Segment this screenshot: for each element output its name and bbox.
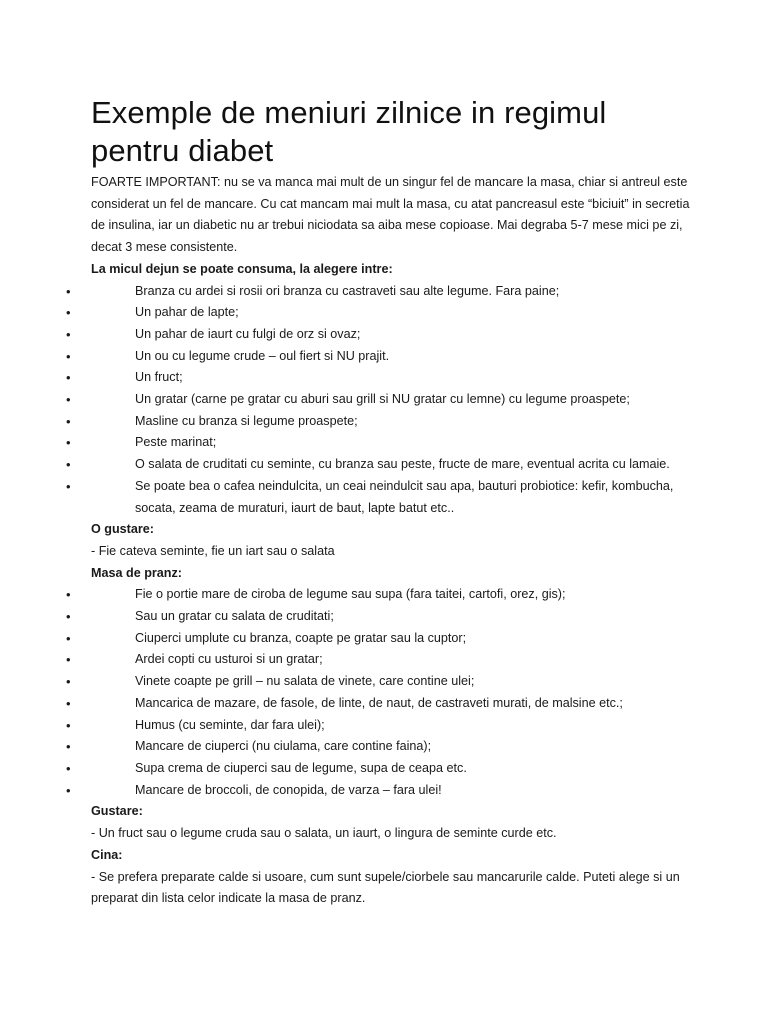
- snack-text: - Fie cateva seminte, fie un iart sau o salata: [91, 543, 335, 558]
- list-item-text: Un pahar de lapte;: [135, 305, 239, 320]
- bullet-icon: •: [66, 695, 71, 711]
- list-item: [66, 628, 691, 650]
- lunch-list: [66, 584, 691, 801]
- list-item: [66, 411, 691, 433]
- afternoon-snack-text: - Un fruct sau o legume cruda sau o salata, un iaurt, o lingura de seminte curde etc.: [91, 826, 557, 841]
- list-item: [66, 693, 691, 715]
- list-item: [66, 780, 691, 802]
- breakfast-heading: La micul dejun se poate consuma, la alegere intre:: [91, 261, 393, 276]
- list-item-text: Un fruct;: [135, 370, 183, 385]
- intro-paragraph: FOARTE IMPORTANT: nu se va manca mai mult de un singur fel de mancare la masa, chiar si antreul este considerat un fel de mancare. Cu cat mancam mai mult la masa, cu atat pancreasul este “biciuit” in secretia de insulina, iar un diabetic nu ar trebui niciodata sa aiba mese copioase. Mai degraba 5-7 mese mici pe zi, decat 3 mese consistente.: [91, 175, 690, 255]
- list-item: [66, 758, 691, 780]
- bullet-icon: •: [66, 782, 71, 798]
- bullet-icon: •: [66, 326, 71, 342]
- list-item: [66, 606, 691, 628]
- list-item-text: Vinete coapte pe grill – nu salata de vinete, care contine ulei;: [135, 674, 475, 689]
- dinner-text: - Se prefera preparate calde si usoare, cum sunt supele/ciorbele sau mancarurile calde. Puteti alege si un preparat din lista celor indicate la masa de pranz.: [91, 869, 680, 906]
- bullet-icon: •: [66, 587, 71, 603]
- list-item: [66, 715, 691, 737]
- list-item-text: Ardei copti cu usturoi si un gratar;: [135, 652, 323, 667]
- bullet-icon: •: [66, 392, 71, 408]
- list-item-text: Un pahar de iaurt cu fulgi de orz si ovaz;: [135, 326, 361, 341]
- list-item: [66, 454, 691, 476]
- bullet-icon: •: [66, 283, 71, 299]
- bullet-icon: •: [66, 435, 71, 451]
- dinner-heading: Cina:: [91, 847, 123, 862]
- list-item: [66, 367, 691, 389]
- list-item-text: Se poate bea o cafea neindulcita, un ceai neindulcit sau apa, bauturi probiotice: kefir, kombucha, socata, zeama de muraturi, iaurt de baut, lapte batut etc..: [135, 478, 674, 515]
- list-item: [66, 302, 691, 324]
- bullet-icon: •: [66, 717, 71, 733]
- snack-heading: O gustare:: [91, 522, 154, 537]
- list-item: [66, 671, 691, 693]
- bullet-icon: •: [66, 478, 71, 494]
- list-item: [66, 432, 691, 454]
- bullet-icon: •: [66, 348, 71, 364]
- list-item: [66, 649, 691, 671]
- list-item: [66, 584, 691, 606]
- list-item-text: Fie o portie mare de ciroba de legume sau supa (fara taitei, cartofi, orez, gis);: [135, 587, 566, 602]
- bullet-icon: •: [66, 370, 71, 386]
- list-item-text: Mancare de broccoli, de conopida, de varza – fara ulei!: [135, 782, 442, 797]
- bullet-icon: •: [66, 413, 71, 429]
- bullet-icon: •: [66, 674, 71, 690]
- list-item-text: Peste marinat;: [135, 435, 217, 450]
- list-item-text: Un gratar (carne pe gratar cu aburi sau grill si NU gratar cu lemne) cu legume proaspete;: [135, 392, 630, 407]
- list-item-text: Un ou cu legume crude – oul fiert si NU prajit.: [135, 348, 390, 363]
- list-item-text: Humus (cu seminte, dar fara ulei);: [135, 717, 325, 732]
- list-item-text: Branza cu ardei si rosii ori branza cu castraveti sau alte legume. Fara paine;: [135, 283, 560, 298]
- list-item-text: Mancarica de mazare, de fasole, de linte, de naut, de castraveti murati, de malsine etc.;: [135, 695, 623, 710]
- list-item-text: O salata de cruditati cu seminte, cu branza sau peste, fructe de mare, eventual acrita cu lamaie.: [135, 457, 670, 472]
- page-title: Exemple de meniuri zilnice in regimul pentru diabet: [91, 95, 607, 168]
- bullet-icon: •: [66, 760, 71, 776]
- list-item-text: Masline cu branza si legume proaspete;: [135, 413, 358, 428]
- list-item: [66, 476, 691, 519]
- list-item-text: Mancare de ciuperci (nu ciulama, care contine faina);: [135, 739, 432, 754]
- afternoon-snack-heading: Gustare:: [91, 804, 143, 819]
- breakfast-list: [66, 281, 691, 520]
- lunch-heading: Masa de pranz:: [91, 565, 182, 580]
- document-body: [66, 172, 691, 910]
- list-item-text: Sau un gratar cu salata de cruditati;: [135, 609, 334, 624]
- bullet-icon: •: [66, 630, 71, 646]
- bullet-icon: •: [66, 609, 71, 625]
- bullet-icon: •: [66, 305, 71, 321]
- bullet-icon: •: [66, 739, 71, 755]
- list-item: [66, 389, 691, 411]
- list-item-text: Supa crema de ciuperci sau de legume, supa de ceapa etc.: [135, 760, 467, 775]
- list-item-text: Ciuperci umplute cu branza, coapte pe gratar sau la cuptor;: [135, 630, 467, 645]
- list-item: [66, 324, 691, 346]
- list-item: [66, 736, 691, 758]
- bullet-icon: •: [66, 652, 71, 668]
- list-item: [66, 346, 691, 368]
- list-item: [66, 281, 691, 303]
- bullet-icon: •: [66, 457, 71, 473]
